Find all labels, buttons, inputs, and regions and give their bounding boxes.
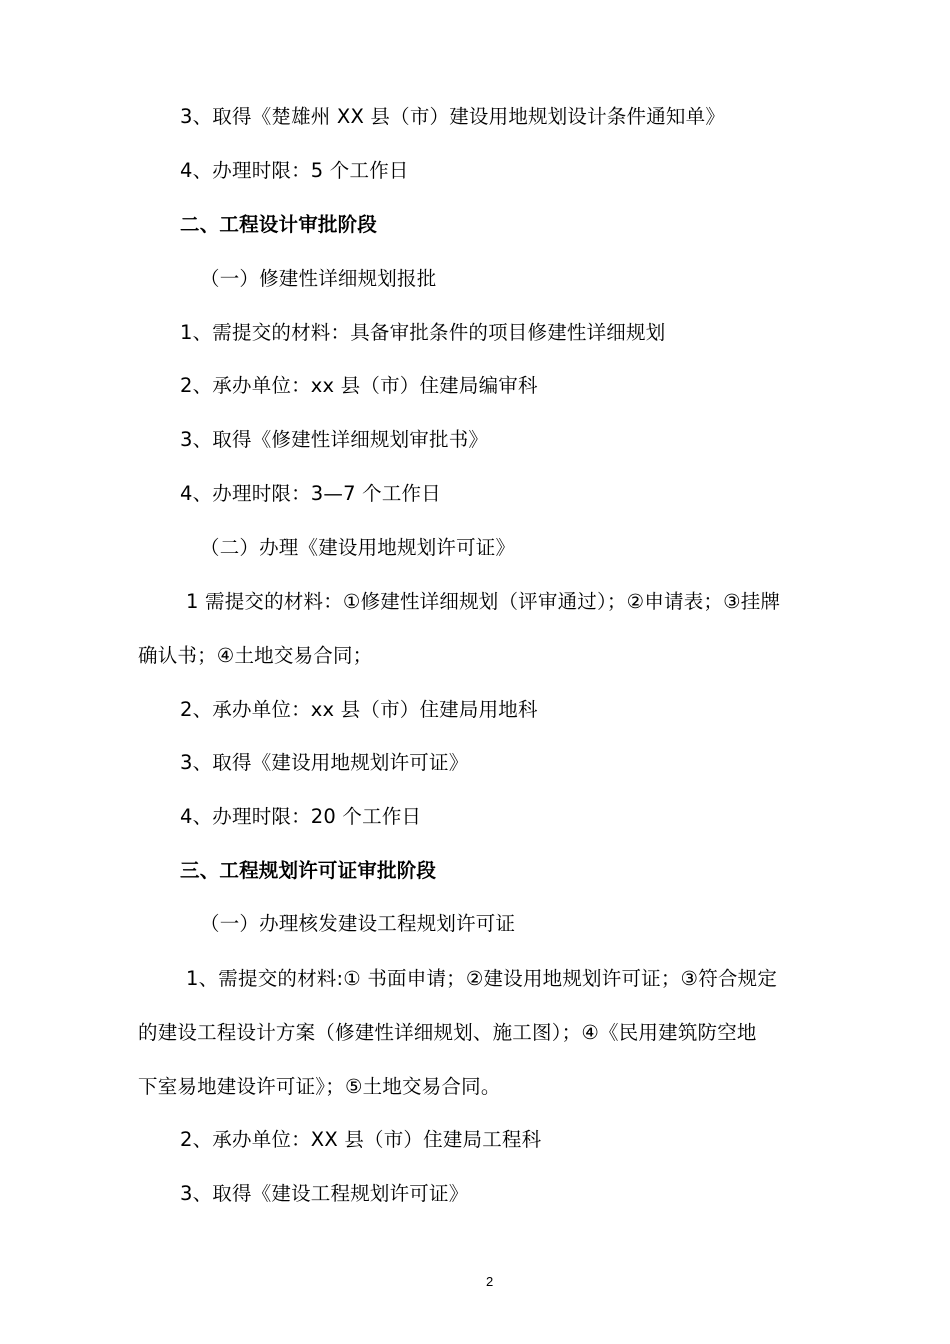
item-1-materials: 1、需提交的材料：具备审批条件的项目修建性详细规划 — [180, 321, 666, 344]
item-1-materials: 1 需提交的材料：①修建性详细规划（评审通过）；②申请表；③挂牌 — [186, 590, 781, 613]
subsection-heading-engineering-permit: （一）办理核发建设工程规划许可证 — [200, 912, 516, 935]
item-3-obtain-land-permit: 3、取得《建设用地规划许可证》 — [180, 751, 469, 774]
item-1-materials-continued: 的建设工程设计方案（修建性详细规划、施工图）；④《民用建筑防空地 — [138, 1021, 757, 1044]
item-1-materials: 1、需提交的材料:① 书面申请；②建设用地规划许可证；③符合规定 — [186, 967, 778, 990]
section-heading-design-approval: 二、工程设计审批阶段 — [180, 213, 378, 236]
subsection-heading-land-permit: （二）办理《建设用地规划许可证》 — [200, 536, 516, 559]
item-2-responsible-unit: 2、承办单位：xx 县（市）住建局用地科 — [180, 698, 538, 721]
item-4-processing-time: 4、办理时限：20 个工作日 — [180, 805, 422, 828]
item-3-obtain-planning-notice: 3、取得《楚雄州 XX 县（市）建设用地规划设计条件通知单》 — [180, 105, 726, 128]
section-heading-planning-permit: 三、工程规划许可证审批阶段 — [180, 859, 437, 882]
item-2-responsible-unit: 2、承办单位：XX 县（市）住建局工程科 — [180, 1128, 542, 1151]
subsection-heading-detailed-planning: （一）修建性详细规划报批 — [200, 267, 437, 290]
item-3-obtain-approval: 3、取得《修建性详细规划审批书》 — [180, 428, 489, 451]
item-4-processing-time: 4、办理时限：3—7 个工作日 — [180, 482, 441, 505]
item-3-obtain-engineering-permit: 3、取得《建设工程规划许可证》 — [180, 1182, 469, 1205]
item-4-processing-time: 4、办理时限：5 个工作日 — [180, 159, 409, 182]
item-1-materials-continued: 下室易地建设许可证》；⑤土地交易合同。 — [138, 1075, 501, 1098]
page-number: 2 — [486, 1274, 494, 1289]
item-1-materials-continued: 确认书；④土地交易合同； — [138, 644, 373, 667]
item-2-responsible-unit: 2、承办单位：xx 县（市）住建局编审科 — [180, 374, 538, 397]
